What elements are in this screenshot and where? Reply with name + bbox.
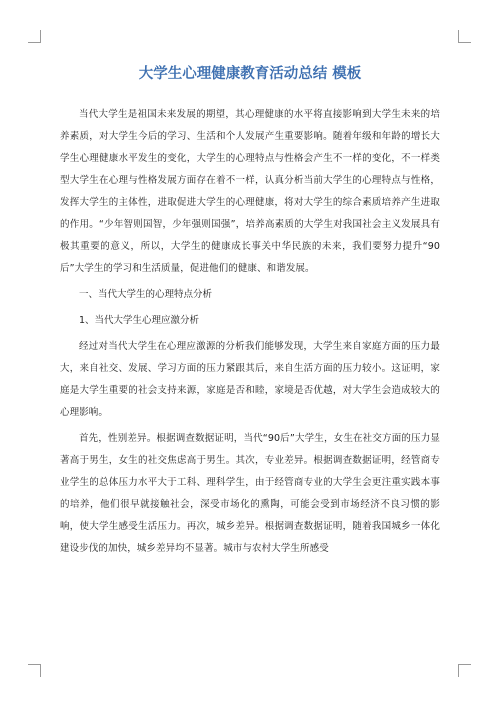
crop-mark-bottom-left	[28, 664, 41, 677]
document-title: 大学生心理健康教育活动总结 模板	[138, 66, 362, 82]
subsection-heading-1-1: 1、当代大学生心理应激分析	[79, 315, 200, 326]
document-body	[60, 60, 440, 560]
stress-analysis-paragraph: 经过对当代大学生在心理应激源的分析我们能够发现，大学生来自家庭方面的压力最大，来自社交、发展、学习方面的压力紧跟其后，来自生活方面的压力较小。这证明，家庭是大学生重要的社会支持来源，家庭是否和睦，家境是否优越，对大学生会造成较大的心理影响。	[60, 341, 440, 418]
difference-analysis-paragraph: 首先，性别差异。根据调查数据证明，当代“90后”大学生，女生在社交方面的压力显著高于男生，女生的社交焦虑高于男生。其次，专业差异。根据调查数据证明，经管商专业学生的总体压力水平大于工科、理科学生，由于经管商专业的大学生会更注重实践本事的培养，他们很早就接触社会，深受市场化的熏陶，可能会受到市场经济不良习惯的影响，使大学生感受生活压力。再次，城乡差异。根据调查数据证明，随着我国城乡一体化建设步伐的加快，城乡差异均不显著。城市与农村大学生所感受	[60, 433, 440, 554]
crop-mark-bottom-right	[458, 664, 471, 677]
intro-paragraph: 当代大学生是祖国未来发展的期望，其心理健康的水平将直接影响到大学生未来的培养素质，对大学生今后的学习、生活和个人发展产生重要影响。随着年级和年龄的增长大学生心理健康水平发生的变化，大学生的心理特点与性格会产生不一样的变化，不一样类型大学生在心理与性格发展方面存在着不一样，认真分析当前大学生的心理特点与性格，发挥大学生的主体性，进取促进大学生的心理健康，将对大学生的综合素质培养产生进取的作用。“少年智则国智，少年强则国强”，培养高素质的大学生对我国社会主义发展具有极其重要的意义，所以，大学生的健康成长事关中华民族的未来，我们要努力提升“90后”大学生的学习和生活质量，促进他们的健康、和谐发展。	[60, 109, 440, 274]
crop-mark-top-right	[458, 30, 471, 43]
section-heading-1: 一、当代大学生的心理特点分析	[79, 289, 213, 300]
crop-mark-top-left	[28, 30, 41, 43]
